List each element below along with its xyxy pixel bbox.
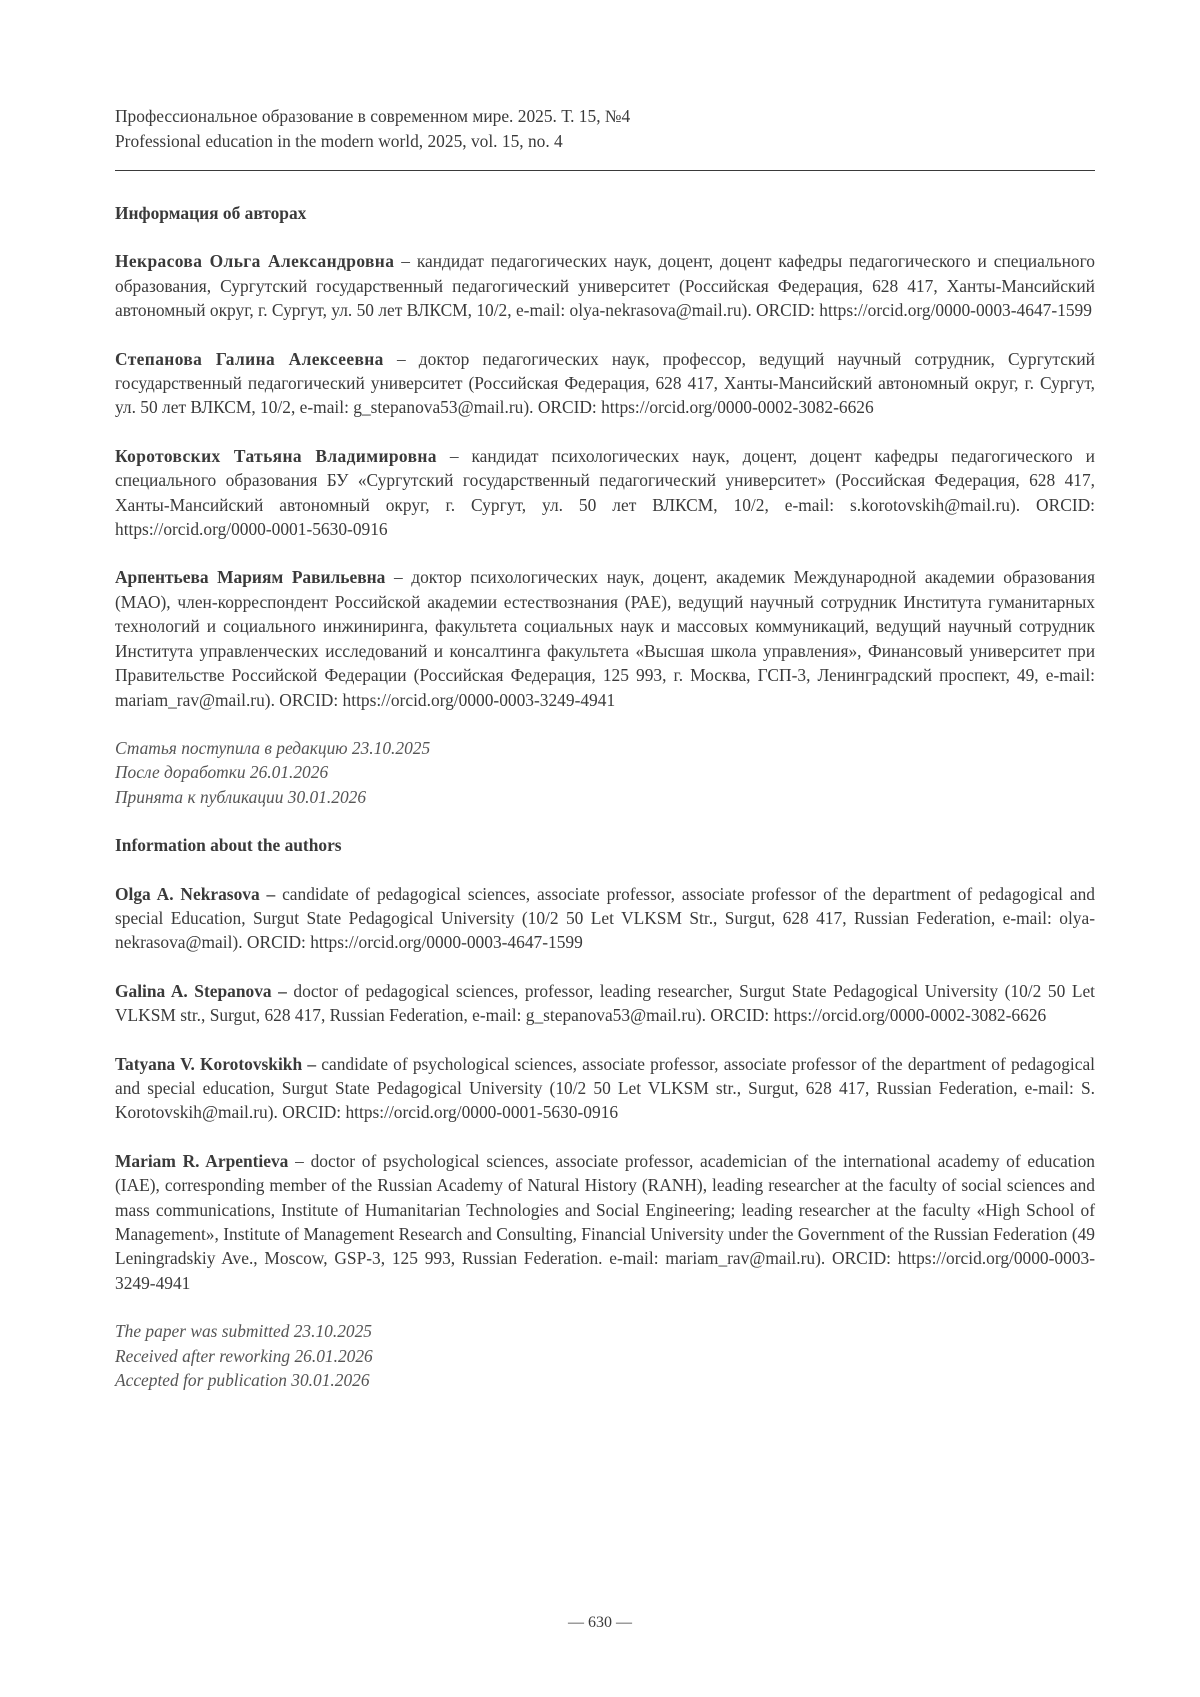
- author-name: Galina A. Stepanova –: [115, 980, 287, 1001]
- date-reworked: После доработки 26.01.2026: [115, 762, 329, 783]
- author-name: Tatyana V. Korotovskikh –: [115, 1053, 317, 1074]
- date-accepted: Принята к публикации 30.01.2026: [115, 786, 367, 807]
- author-name: Арпентьева Мариям Равильевна: [115, 567, 386, 588]
- page-number: — 630 —: [568, 1614, 632, 1631]
- author-details: – кандидат психологических наук, доцент, доцент кафедры педагогического и специального образования БУ «Сургутский государственный педагогический университет» (Российская Федерация, 628 417, Ханты-Мансийский автономный округ, г. Сургут, ул. 50 лет ВЛКСМ, 10/2, e-mail: s.korotovskih@mail.ru). ORCID: https://orcid.org/0000-0001-5630-0916: [115, 445, 1095, 540]
- journal-title-ru: Профессиональное образование в современном мире. 2025. Т. 15, №4: [115, 106, 631, 126]
- author-info-ru: [115, 565, 1095, 711]
- author-name: Степанова Галина Алексеевна: [115, 348, 384, 369]
- section-title-en: Information about the authors: [115, 835, 342, 856]
- section-title-ru: Информация об авторах: [115, 203, 307, 223]
- author-info-en: [115, 1052, 1095, 1125]
- date-submitted: Статья поступила в редакцию 23.10.2025: [115, 737, 431, 758]
- author-name: Mariam R. Arpentieva: [115, 1150, 289, 1171]
- author-info-en: [115, 1149, 1095, 1295]
- journal-title-en: Professional education in the modern world, 2025, vol. 15, no. 4: [115, 130, 563, 151]
- author-details: doctor of pedagogical sciences, professor, leading researcher, Surgut State Pedagogical University (10/2 50 Let VLKSM str., Surgut, 628 417, Russian Federation, e-mail: g_stepanova53@mail.ru). ORCID: https://orcid.org/0000-0002-3082-6626: [115, 980, 1095, 1026]
- article-dates-ru: [115, 736, 1095, 809]
- author-details: – кандидат педагогических наук, доцент, доцент кафедры педагогического и специального образования, Сургутский государственный педагогический университет (Российская Федерация, 628 417, Ханты-Мансийский автономный округ, г. Сургут, ул. 50 лет ВЛКСМ, 10/2, e-mail: olya-nekrasova@mail.ru). ORCID: https://orcid.org/0000-0003-4647-1599: [115, 251, 1095, 321]
- author-details: candidate of pedagogical sciences, associate professor, associate professor of the department of pedagogical and special Education, Surgut State Pedagogical University (10/2 50 Let VLKSM Str., Surgut, 628 417, Russian Federation, e-mail: olya-nekrasova@mail). ORCID: https://orcid.org/0000-0003-4647-1599: [115, 883, 1095, 953]
- author-info-ru: [115, 347, 1095, 420]
- author-name: Olga A. Nekrasova –: [115, 883, 276, 904]
- date-reworked: Received after reworking 26.01.2026: [115, 1345, 373, 1366]
- article-dates-en: [115, 1319, 1095, 1392]
- author-name: Некрасова Ольга Александровна: [115, 251, 395, 272]
- running-header: [115, 104, 1095, 153]
- author-details: – doctor of psychological sciences, associate professor, academician of the international academy of education (IAE), corresponding member of the Russian Academy of Natural History (RANH), leading researcher at the faculty of social sciences and mass communications, Institute of Humanitarian Technologies and Social Engineering; leading researcher at the faculty «High School of Management», Institute of Management Research and Consulting, Financial University under the Government of the Russian Federation (49 Leningradskiy Ave., Moscow, GSP-3, 125 993, Russian Federation. e-mail: mariam_rav@mail.ru). ORCID: https://orcid.org/0000-0003-3249-4941: [115, 1150, 1095, 1293]
- header-divider: [115, 170, 1095, 171]
- author-info-en: [115, 882, 1095, 955]
- date-submitted: The paper was submitted 23.10.2025: [115, 1321, 372, 1342]
- author-name: Коротовских Татьяна Владимировна: [115, 445, 437, 466]
- author-info-ru: [115, 249, 1095, 322]
- author-details: – доктор педагогических наук, профессор, ведущий научный сотрудник, Сургутский государственный педагогический университет (Российская Федерация, 628 417, Ханты-Мансийский автономный округ, г. Сургут, ул. 50 лет ВЛКСМ, 10/2, e-mail: g_stepanova53@mail.ru). ORCID: https://orcid.org/0000-0002-3082-6626: [115, 348, 1095, 418]
- date-accepted: Accepted for publication 30.01.2026: [115, 1370, 370, 1391]
- author-details: – доктор психологических наук, доцент, академик Международной академии образования (МАО), член-корреспондент Российской академии естествознания (РАЕ), ведущий научный сотрудник Института гуманитарных технологий и социального инжиниринга, факультета социальных наук и массовых коммуникаций, ведущий научный сотрудник Института управленческих исследований и консалтинга факультета «Высшая школа управления», Финансовый университет при Правительстве Российской Федерации (Российская Федерация, 125 993, г. Москва, ГСП-3, Ленинградский проспект, 49, e-mail: mariam_rav@mail.ru). ORCID: https://orcid.org/0000-0003-3249-4941: [115, 567, 1095, 710]
- author-details: candidate of psychological sciences, associate professor, associate professor of the department of pedagogical and special education, Surgut State Pedagogical University (10/2 50 Let VLKSM str., Surgut, 628 417, Russian Federation, e-mail: S. Korotovskih@mail.ru). ORCID: https://orcid.org/0000-0001-5630-0916: [115, 1053, 1095, 1123]
- article-body: [115, 201, 1095, 1416]
- author-info-en: [115, 979, 1095, 1028]
- author-info-ru: [115, 444, 1095, 542]
